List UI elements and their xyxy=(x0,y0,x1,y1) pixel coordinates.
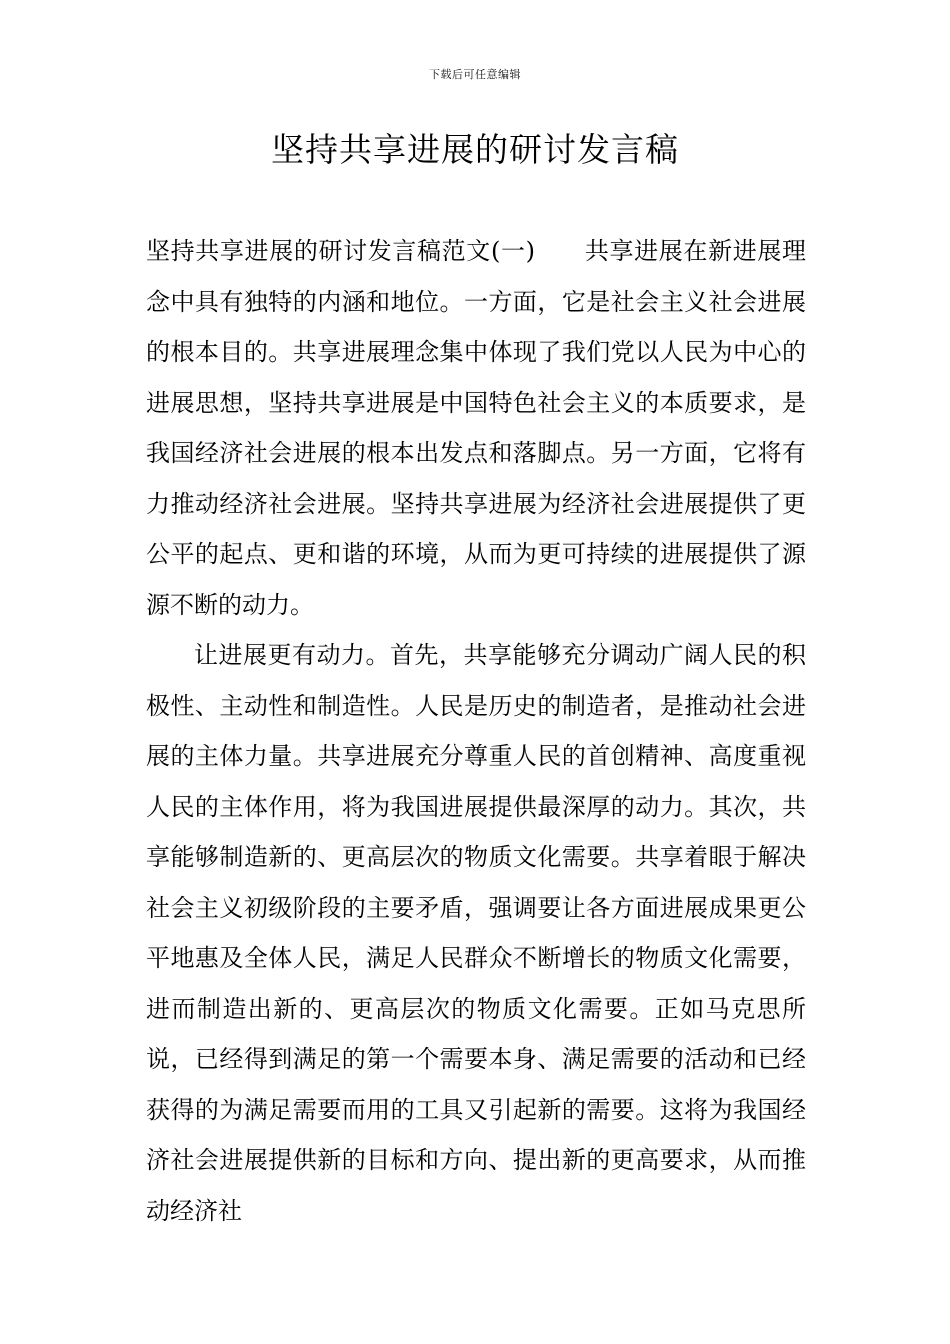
paragraph-2: 让进展更有动力。首先，共享能够充分调动广阔人民的积极性、主动性和制造性。人民是历史的制造者，是推动社会进展的主体力量。共享进展充分尊重人民的首创精神、高度重视人民的主体作用，将为我国进展提供最深厚的动力。其次，共享能够制造新的、更高层次的物质文化需要。共享着眼于解决社会主义初级阶段的主要矛盾，强调要让各方面进展成果更公平地惠及全体人民，满足人民群众不断增长的物质文化需要，进而制造出新的、更高层次的物质文化需要。正如马克思所说，已经得到满足的第一个需要本身、满足需要的活动和已经获得的为满足需要而用的工具又引起新的需要。这将为我国经济社会进展提供新的目标和方向、提出新的更高要求，从而推动经济社 xyxy=(146,641,806,1225)
header-note: 下载后可任意编辑 xyxy=(429,68,521,81)
paragraph-1: 坚持共享进展的研讨发言稿范文(一) 共享进展在新进展理念中具有独特的内涵和地位。一方面，它是社会主义社会进展的根本目的。共享进展理念集中体现了我们党以人民为中心的进展思想，坚持共享进展是中国特色社会主义的本质要求，是我国经济社会进展的根本出发点和落脚点。另一方面，它将有力推动经济社会进展。坚持共享进展为经济社会进展提供了更公平的起点、更和谐的环境，从而为更可持续的进展提供了源源不断的动力。 xyxy=(146,237,806,619)
document-title: 坚持共享进展的研讨发言稿 xyxy=(271,130,679,169)
document-body xyxy=(146,226,806,1236)
